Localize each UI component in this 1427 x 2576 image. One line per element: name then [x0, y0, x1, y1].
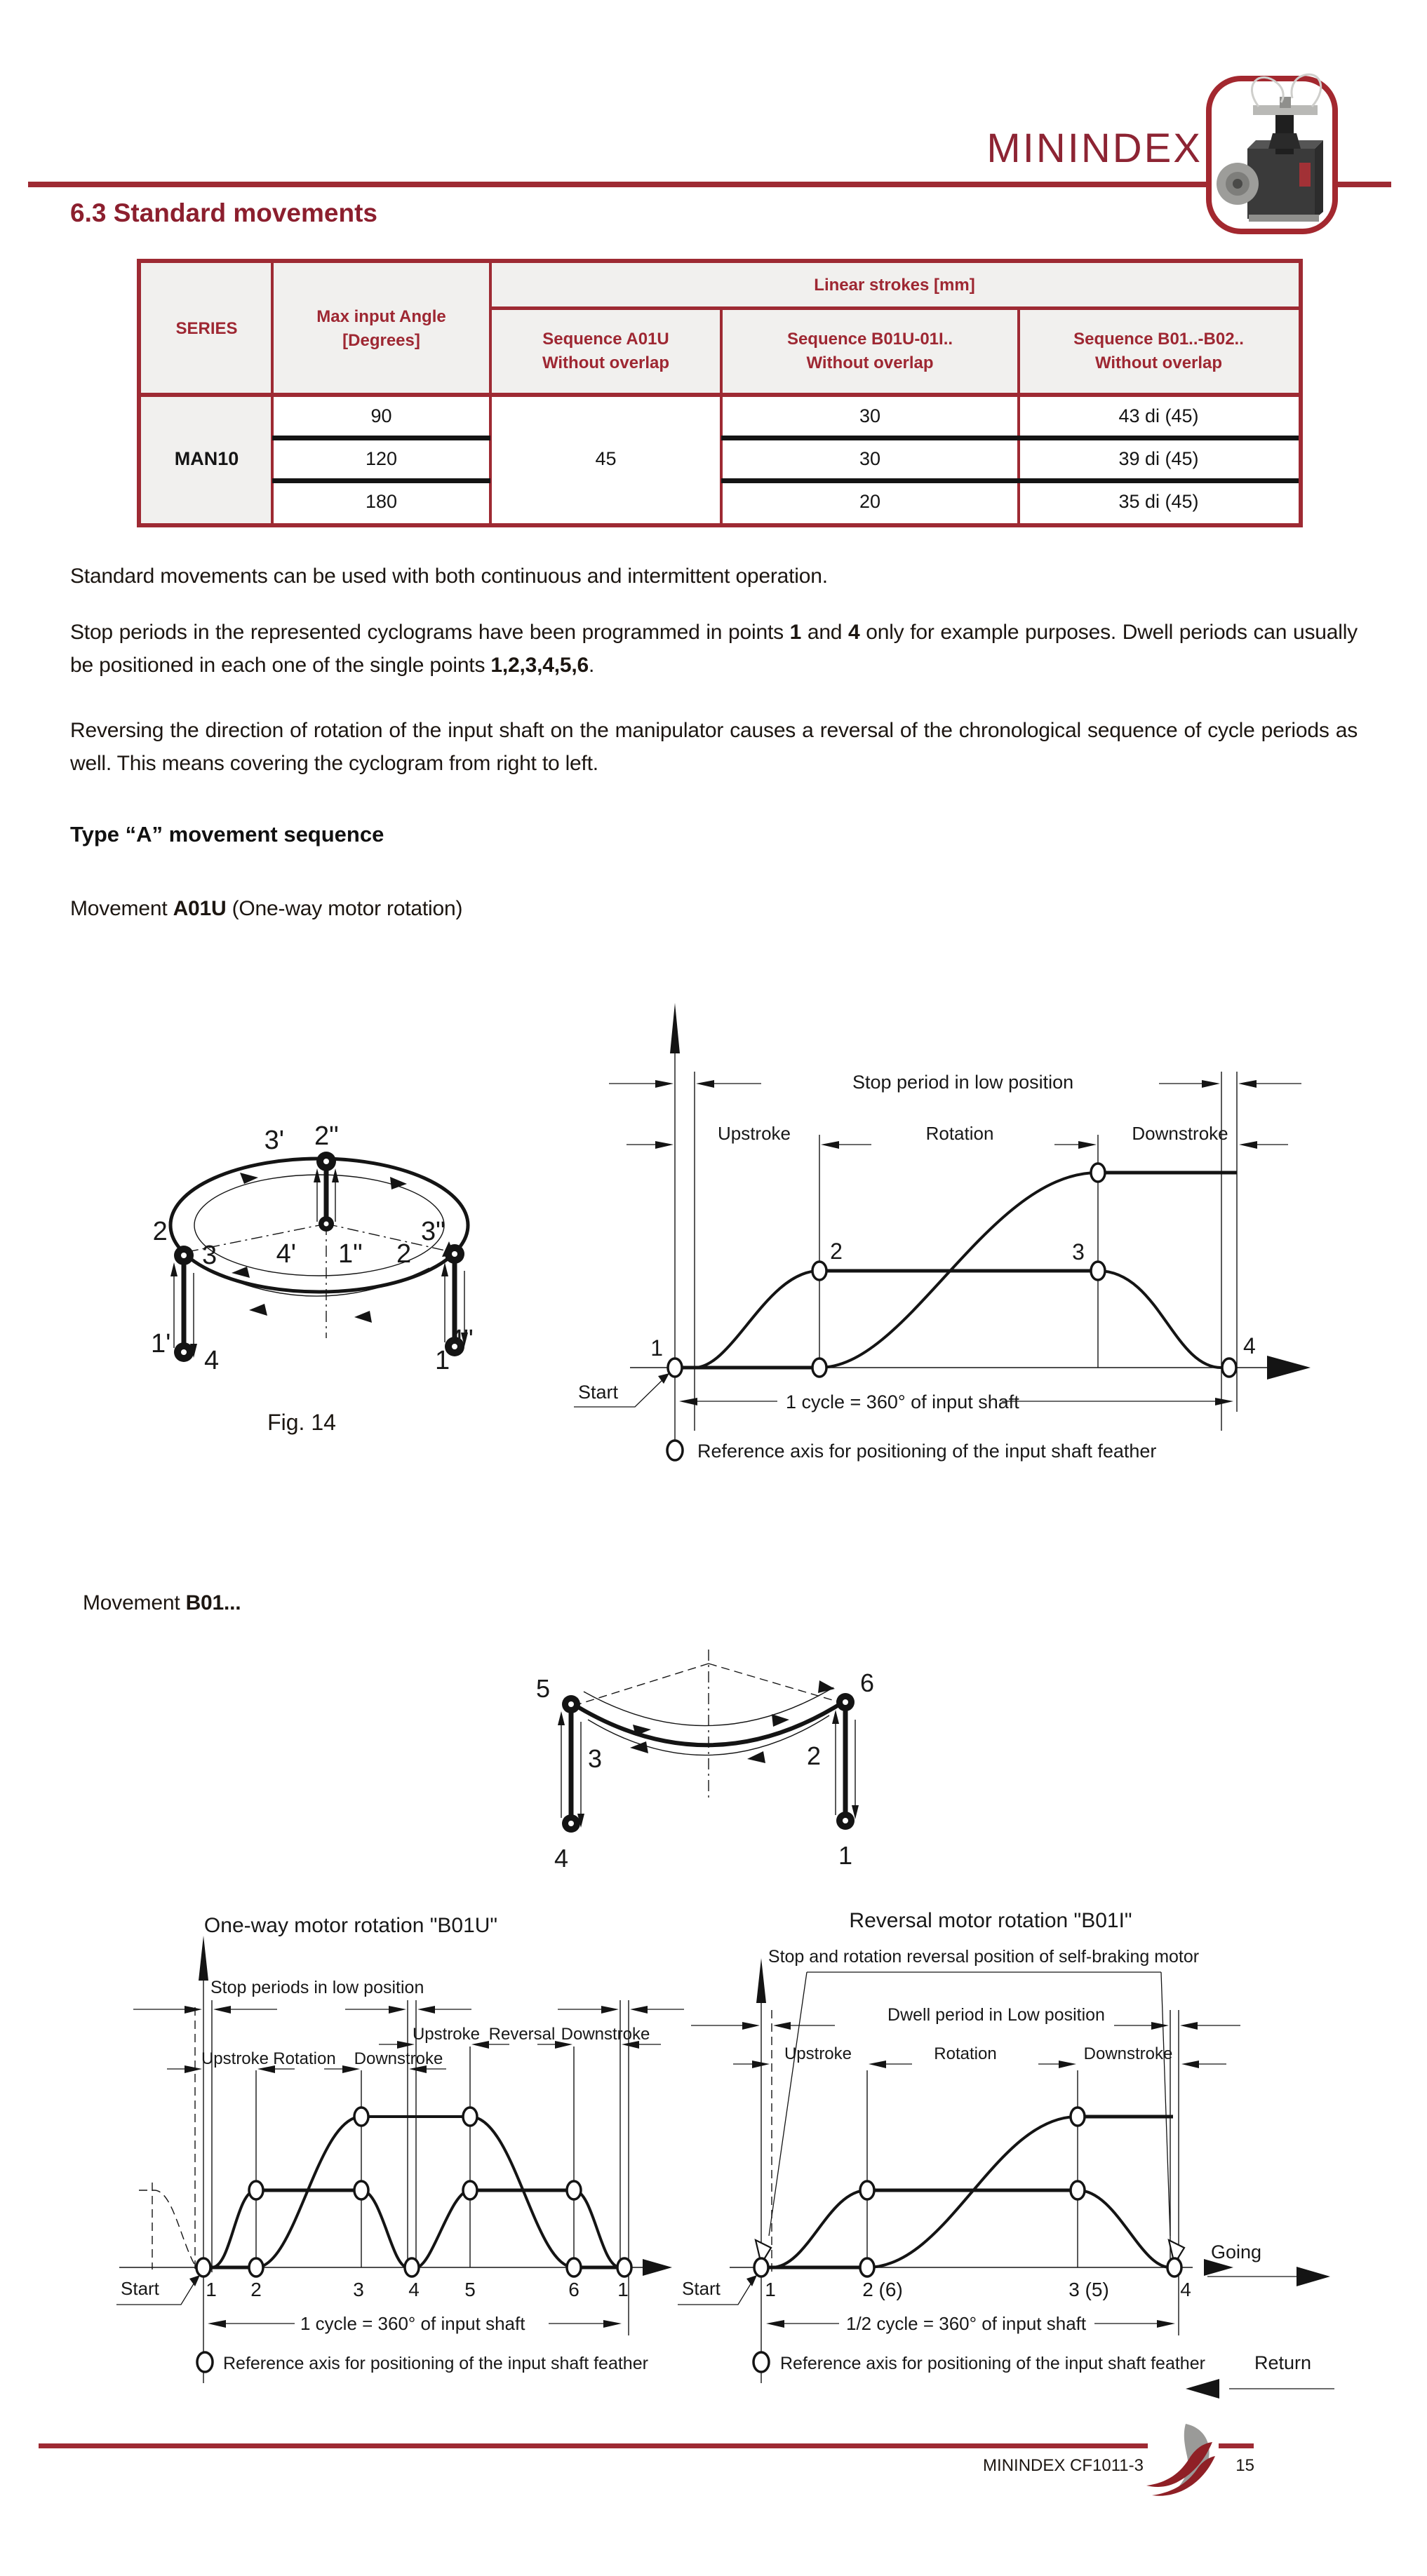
- svg-text:3": 3": [421, 1217, 445, 1246]
- center-axis: [184, 1224, 455, 1338]
- svg-text:2: 2: [806, 1741, 821, 1770]
- svg-text:2: 2: [250, 2279, 262, 2300]
- stop-periods-label: Stop periods in low position: [210, 1978, 424, 1997]
- table-row-angle: 120: [365, 448, 398, 469]
- stop-period-dimension: [609, 1072, 1301, 1093]
- svg-text:4: 4: [554, 1844, 569, 1873]
- svg-text:1: 1: [617, 2279, 629, 2300]
- chart-b01u: [98, 1887, 730, 2441]
- fig14-caption: Fig. 14: [267, 1410, 336, 1435]
- svg-text:Downstroke: Downstroke: [1083, 2044, 1173, 2063]
- svg-text:Start: Start: [682, 2278, 721, 2299]
- svg-text:2": 2": [314, 1121, 339, 1151]
- svg-text:Upstroke: Upstroke: [784, 2044, 852, 2063]
- chart-a01u: [547, 978, 1427, 1511]
- footer-page-number: 15: [1235, 2456, 1254, 2475]
- chart-title: Reversal motor rotation "B01I": [849, 1909, 1132, 1932]
- point-numbers: [650, 1239, 1256, 1361]
- svg-text:1': 1': [151, 1329, 171, 1358]
- table-header-b01u: Sequence B01U-01I.. Without overlap: [721, 308, 1019, 395]
- svg-text:3: 3: [1072, 1239, 1085, 1265]
- svg-text:3: 3: [353, 2279, 364, 2300]
- svg-text:Downstroke: Downstroke: [1132, 1123, 1228, 1144]
- baseline-arrow-icon: [1267, 1356, 1311, 1380]
- movement-a01u-line: Movement A01U (One-way motor rotation): [70, 897, 463, 920]
- axis-arrow-icon: [756, 1958, 766, 2003]
- section-title: 6.3 Standard movements: [70, 198, 377, 227]
- svg-text:2: 2: [830, 1239, 843, 1264]
- svg-text:6: 6: [568, 2279, 579, 2300]
- phase-dimension-row: [733, 2044, 1226, 2068]
- fig-b01-swing-diagram: [535, 1648, 912, 1880]
- table-row-b01b02: 39 di (45): [1118, 448, 1199, 469]
- lift-curve: [772, 2190, 1170, 2267]
- reference-axis-note: [667, 1441, 1156, 1462]
- svg-text:1 cycle = 360° of input shaft: 1 cycle = 360° of input shaft: [300, 2313, 525, 2334]
- svg-text:1: 1: [206, 2279, 217, 2300]
- svg-text:Downstroke: Downstroke: [561, 2025, 650, 2044]
- point-numbers: [765, 2279, 1191, 2300]
- svg-text:1: 1: [650, 1335, 663, 1361]
- going-arrow: [1207, 2241, 1330, 2286]
- start-leader: [574, 1373, 669, 1407]
- chart-title: One-way motor rotation "B01U": [203, 1914, 498, 1937]
- svg-text:Reference axis for positioning: Reference axis for positioning of the input shaft feather: [780, 2354, 1205, 2373]
- footer-logo-icon: [1145, 2421, 1219, 2497]
- standard-movements-table: [137, 259, 1303, 527]
- footer-rule-right: [1219, 2443, 1254, 2448]
- return-arrow-icon: [1186, 2379, 1219, 2399]
- reversal-flags: [756, 2240, 1184, 2264]
- table-header-linear-strokes: Linear strokes [mm]: [490, 263, 1299, 308]
- svg-text:Reference axis for positioning: Reference axis for positioning of the input shaft feather: [697, 1441, 1157, 1462]
- reference-axis-note: [753, 2352, 1205, 2373]
- table-series-value: MAN10: [141, 395, 272, 523]
- svg-text:1: 1: [765, 2279, 776, 2300]
- cycle-dimension: [679, 1391, 1233, 1412]
- dwell-label: Dwell period in Low position: [887, 2005, 1105, 2025]
- point-numbers: [206, 2279, 629, 2300]
- b01-point-labels: [536, 1668, 874, 1873]
- going-arrow-icon: [1297, 2267, 1330, 2286]
- axis-arrow-icon: [199, 1936, 208, 1981]
- first-half-phase-row: [167, 2049, 446, 2073]
- table-row-b01u: 20: [859, 491, 881, 512]
- svg-text:Start: Start: [121, 2278, 159, 2299]
- fig14-rotary-diagram: [137, 1080, 516, 1410]
- start-leader: [678, 2275, 757, 2305]
- svg-text:Rotation: Rotation: [273, 2049, 336, 2068]
- svg-text:4': 4': [276, 1239, 296, 1269]
- table-header-b01b02: Sequence B01..-B02.. Without overlap: [1019, 308, 1299, 395]
- type-a-heading: Type “A” movement sequence: [70, 822, 384, 847]
- second-half-phase-row: [379, 2025, 661, 2049]
- svg-text:1": 1": [338, 1239, 363, 1269]
- svg-text:Going: Going: [1211, 2241, 1262, 2263]
- svg-text:Upstroke: Upstroke: [412, 2025, 481, 2044]
- svg-text:Reference axis for positioning: Reference axis for positioning of the input shaft feather: [223, 2354, 648, 2373]
- svg-text:Start: Start: [578, 1382, 619, 1403]
- axis-arrow-icon: [670, 1003, 680, 1053]
- table-a01u-value: 45: [595, 448, 617, 469]
- table-row-b01u: 30: [859, 405, 881, 426]
- start-leader: [116, 2275, 200, 2305]
- svg-text:4": 4": [449, 1325, 474, 1354]
- footer-rule-left: [39, 2443, 1148, 2448]
- svg-text:Rotation: Rotation: [925, 1123, 994, 1144]
- cycle-dimension: [208, 2313, 622, 2334]
- stop-period-label: Stop period in low position: [852, 1072, 1074, 1093]
- cycle-point-markers: [196, 2108, 631, 2277]
- product-photo-badge: [1204, 74, 1341, 236]
- svg-text:3: 3: [202, 1241, 217, 1270]
- svg-text:4: 4: [408, 2279, 420, 2300]
- paragraph-2: Stop periods in the represented cyclograms have been programmed in points 1 and 4 only for example purposes. Dwell periods can usually be positioned in each one of the single points 1,2,3,4,5,6.: [70, 621, 1358, 677]
- svg-text:3 (5): 3 (5): [1068, 2279, 1109, 2300]
- table-row-b01b02: 43 di (45): [1118, 405, 1199, 426]
- svg-text:1: 1: [838, 1841, 853, 1870]
- footer-doc-ref: MININDEX CF1011-3: [983, 2456, 1144, 2475]
- table-row-b01b02: 35 di (45): [1118, 491, 1199, 512]
- half-cycle-dimension: [766, 2313, 1175, 2334]
- table-header-angle: Max input Angle [Degrees]: [272, 263, 490, 395]
- table-header-series: SERIES: [141, 263, 272, 395]
- svg-text:3': 3': [264, 1126, 284, 1155]
- svg-text:4: 4: [1180, 2279, 1191, 2300]
- svg-text:4: 4: [1243, 1333, 1256, 1358]
- dwell-dimension-row: [691, 2005, 1240, 2030]
- svg-text:Reversal: Reversal: [488, 2025, 556, 2044]
- return-arrow: [1186, 2352, 1334, 2399]
- reference-axis-note: [197, 2352, 648, 2373]
- svg-text:Upstroke: Upstroke: [717, 1123, 791, 1144]
- brand-title: MININDEX: [986, 126, 1202, 171]
- table-row-angle: 90: [370, 405, 392, 426]
- table-row-b01u: 30: [859, 448, 881, 469]
- svg-text:3: 3: [588, 1744, 603, 1773]
- baseline: [630, 1356, 1311, 1380]
- svg-text:Rotation: Rotation: [934, 2044, 997, 2063]
- stop-period-dimensions: [133, 2006, 684, 2014]
- movement-b01-line: Movement B01...: [83, 1591, 241, 1614]
- svg-text:5: 5: [535, 1674, 550, 1703]
- paragraph-1: Standard movements can be used with both continuous and intermittent operation.: [70, 565, 828, 588]
- table-row-angle: 180: [365, 491, 398, 512]
- svg-text:5: 5: [464, 2279, 476, 2300]
- svg-text:6: 6: [860, 1668, 875, 1697]
- chart-b01i: [666, 1887, 1427, 2441]
- svg-text:Downstroke: Downstroke: [354, 2049, 443, 2068]
- svg-text:1/2 cycle = 360° of input sha: 1/2 cycle = 360° of input shaft: [846, 2313, 1087, 2334]
- svg-text:2 (6): 2 (6): [862, 2279, 903, 2300]
- chart-subtitle: Stop and rotation reversal position of self-braking motor: [768, 1947, 1200, 1967]
- baseline: [730, 2259, 1233, 2276]
- paragraph-3: Reversing the direction of rotation of the input shaft on the manipulator causes a reversal of the chronological sequence of cycle periods as well. This means covering the cyclogram from right to left.: [70, 719, 1358, 775]
- table-header-a01u: Sequence A01U Without overlap: [490, 308, 721, 395]
- previous-cycle-dashed: [139, 2190, 195, 2265]
- svg-text:Return: Return: [1254, 2352, 1312, 2373]
- phase-dimension-row: [627, 1123, 1288, 1149]
- svg-text:1 cycle = 360° of input shaft: 1 cycle = 360° of input shaft: [786, 1391, 1019, 1412]
- header-rule-right: [1335, 182, 1391, 187]
- lift-curve: [695, 1271, 1221, 1368]
- svg-text:2: 2: [396, 1239, 412, 1269]
- svg-text:2': 2': [152, 1217, 173, 1246]
- header-rule-left: [28, 182, 1209, 187]
- svg-text:Upstroke: Upstroke: [201, 2049, 269, 2068]
- svg-text:1: 1: [435, 1346, 450, 1375]
- svg-text:4: 4: [204, 1346, 220, 1375]
